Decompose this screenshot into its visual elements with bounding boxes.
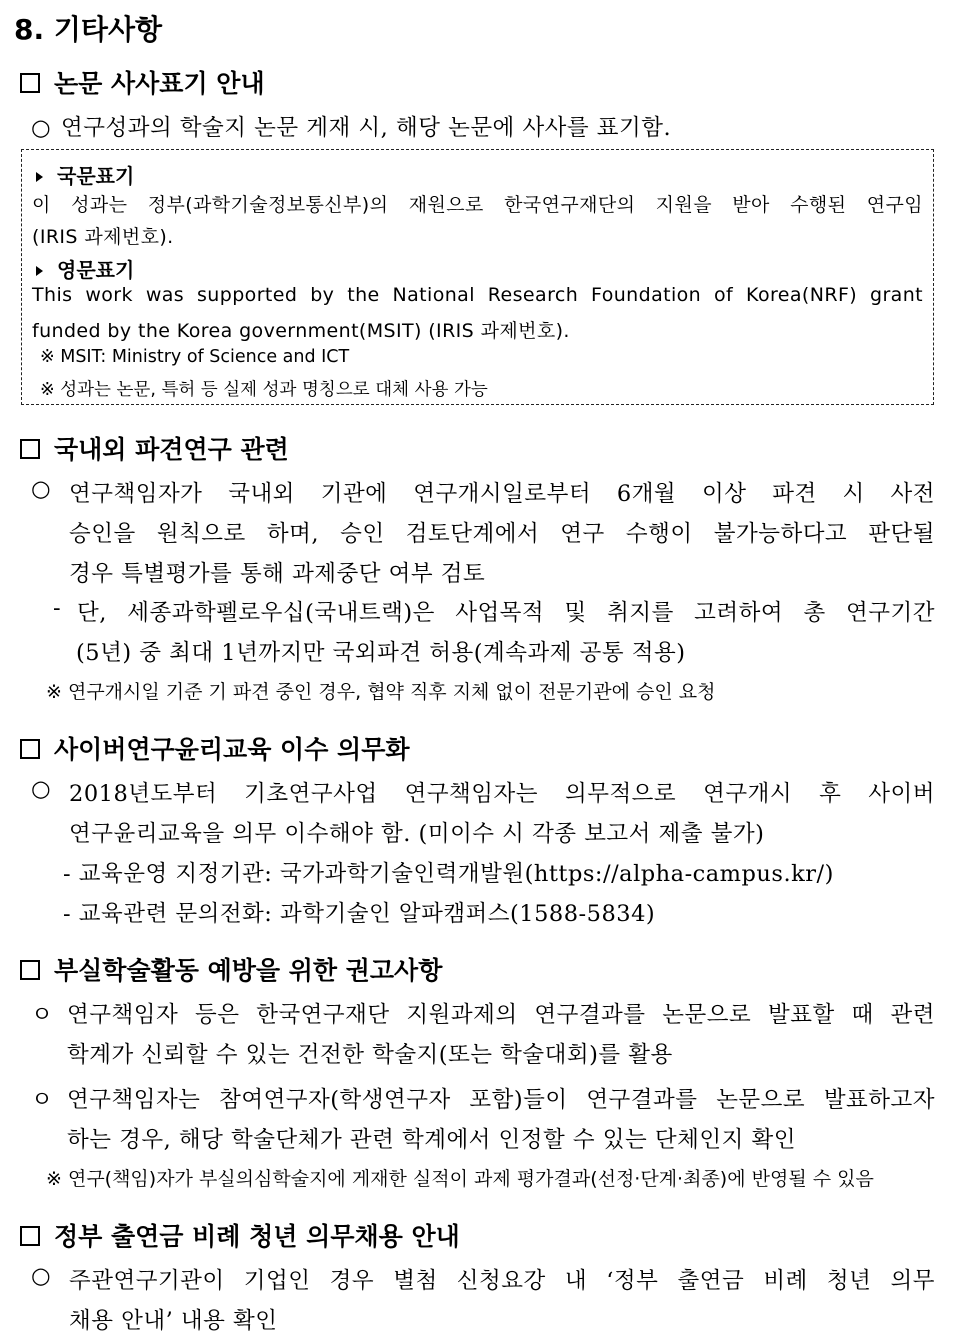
checkbox-square-icon bbox=[20, 439, 40, 459]
circle-bullet-icon: ㅇ bbox=[31, 1087, 54, 1113]
section-1-bullet-line: ○ 연구성과의 학술지 논문 게재 시, 해당 논문에 사사를 표기함. bbox=[31, 115, 672, 141]
korean-text-line-2: (IRIS 과제번호). bbox=[32, 226, 174, 248]
circle-bullet-icon: ○ bbox=[31, 1263, 52, 1289]
section-4-note: ※ 연구(책임)자가 부실의심학술지에 게재한 실적이 과제 평가결과(선정·단계·최종)에 반영될 수 있음 bbox=[46, 1168, 874, 1190]
section-heading-acknowledgement: 논문 사사표기 안내 bbox=[20, 64, 265, 100]
checkbox-square-icon bbox=[20, 960, 40, 980]
note-substitute: ※ 성과는 논문, 특허 등 실제 성과 명칭으로 대체 사용 가능 bbox=[40, 380, 488, 400]
section-2-line-3: 경우 특별평가를 통해 과제중단 여부 검토 bbox=[69, 561, 486, 587]
section-4-line-3: ㅇ 연구책임자는 참여연구자(학생연구자 포함)들이 연구결과를 논문으로 발표하고자 bbox=[31, 1082, 935, 1114]
section-2-note: ※ 연구개시일 기준 기 파견 중인 경우, 협약 직후 지체 없이 전문기관에 승인 요청 bbox=[46, 681, 716, 703]
section-4-line-4: 하는 경우, 해당 학술단체가 관련 학계에서 인정할 수 있는 단체인지 확인 bbox=[67, 1127, 796, 1153]
section-5-line-2: 채용 안내’ 내용 확인 bbox=[69, 1308, 278, 1334]
section-2-line-2: 승인을 원칙으로 하며, 승인 검토단계에서 연구 수행이 불가능하다고 판단될 bbox=[69, 521, 935, 547]
section-3-line-2: 연구윤리교육을 의무 이수해야 함. (미이수 시 각종 보고서 제출 불가) bbox=[69, 821, 765, 847]
circle-bullet-icon: ○ bbox=[31, 776, 52, 802]
korean-label: 국문표기 bbox=[28, 160, 134, 189]
section-heading-ethics: 사이버연구윤리교육 이수 의무화 bbox=[20, 730, 410, 766]
section-3-sub-2: - 교육관련 문의전화: 과학기술인 알파캠퍼스(1588-5834) bbox=[63, 901, 656, 927]
english-text-line-1: This work was supported by the National Research Foundation of Korea(NRF) grant bbox=[32, 284, 923, 306]
section-4-line-1: ㅇ 연구책임자 등은 한국연구재단 지원과제의 연구결과를 논문으로 발표할 때 관련 bbox=[31, 997, 935, 1029]
section-2-sub-2: (5년) 중 최대 1년까지만 국외파견 허용(계속과제 공통 적용) bbox=[76, 640, 686, 666]
section-3-sub-1: - 교육운영 지정기관: 국가과학기술인력개발원(https://alpha-campus.kr/) bbox=[63, 861, 834, 887]
triangle-bullet-icon bbox=[36, 172, 43, 182]
korean-text-line-1: 이 성과는 정부(과학기술정보통신부)의 재원으로 한국연구재단의 지원을 받아 수행된 연구임 bbox=[32, 194, 923, 216]
checkbox-square-icon bbox=[20, 1226, 40, 1246]
section-2-line-1: ○ 연구책임자가 국내외 기관에 연구개시일로부터 6개월 이상 파견 시 사전 bbox=[31, 476, 935, 507]
section-2-sub-1: - 단, 세종과학펠로우십(국내트랙)은 사업목적 및 취지를 고려하여 총 연구기간 bbox=[53, 595, 935, 626]
note-msit: ※ MSIT: Ministry of Science and ICT bbox=[40, 347, 350, 367]
english-label: 영문표기 bbox=[28, 254, 134, 283]
section-heading-dispatch: 국내외 파견연구 관련 bbox=[20, 430, 289, 466]
circle-bullet-icon: ㅇ bbox=[31, 1002, 54, 1028]
circle-bullet-icon: ○ bbox=[31, 476, 52, 502]
section-heading-youth-hiring: 정부 출연금 비례 청년 의무채용 안내 bbox=[20, 1217, 460, 1253]
page-title: 8. 기타사항 bbox=[14, 13, 163, 46]
checkbox-square-icon bbox=[20, 73, 40, 93]
section-heading-predatory: 부실학술활동 예방을 위한 권고사항 bbox=[20, 951, 442, 987]
dash-bullet: - bbox=[53, 595, 62, 621]
english-text-line-2: funded by the Korea government(MSIT) (IRIS 과제번호). bbox=[32, 320, 570, 342]
triangle-bullet-icon bbox=[36, 266, 43, 276]
section-5-line-1: ○ 주관연구기관이 기업인 경우 별첨 신청요강 내 ‘정부 출연금 비례 청년 의무 bbox=[31, 1263, 935, 1294]
section-4-line-2: 학계가 신뢰할 수 있는 건전한 학술지(또는 학술대회)를 활용 bbox=[67, 1042, 673, 1068]
acknowledgement-box bbox=[21, 149, 934, 405]
circle-bullet-icon: ○ bbox=[31, 115, 52, 141]
section-3-line-1: ○ 2018년도부터 기초연구사업 연구책임자는 의무적으로 연구개시 후 사이버 bbox=[31, 776, 935, 807]
checkbox-square-icon bbox=[20, 739, 40, 759]
